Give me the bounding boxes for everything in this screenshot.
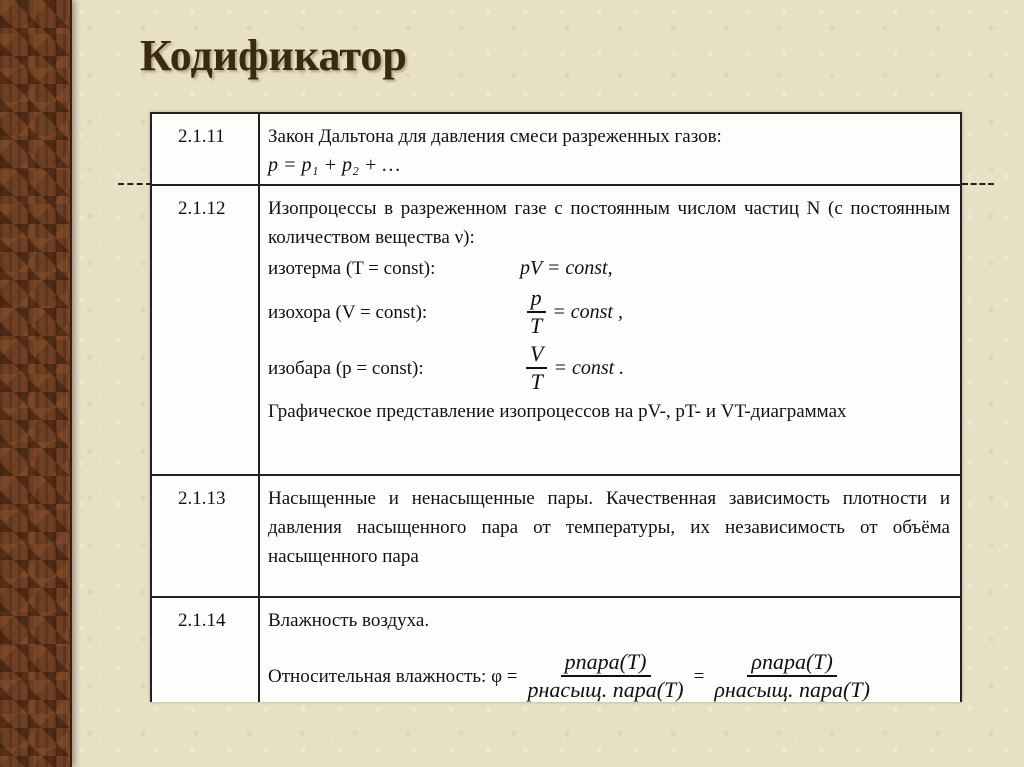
- isotherm-formula: pV = const,: [520, 257, 613, 279]
- graph-representation-text: Графическое представление изопроцессов на pV-, pT- и VT-диаграммах: [268, 401, 847, 422]
- pressure-ratio-fraction: [524, 649, 688, 702]
- humidity-label: Относительная влажность: φ =: [268, 665, 518, 687]
- row-code: 2.1.12: [151, 185, 259, 475]
- slide-title: Кодификатор: [140, 31, 407, 80]
- codifier-document: [150, 112, 962, 702]
- density-ratio-fraction: [710, 649, 874, 702]
- equals-sign: =: [693, 665, 705, 687]
- isochore-label: изохора (V = const):: [268, 301, 428, 323]
- row-content: [259, 185, 961, 475]
- row-content: [259, 597, 961, 702]
- dalton-law-text: Закон Дальтона для давления смеси разреженных газов:: [268, 126, 722, 147]
- codifier-table: [150, 112, 962, 702]
- fraction-numerator: ρпара(T): [747, 649, 836, 677]
- row-code: 2.1.13: [151, 475, 259, 597]
- isoprocess-intro: Изопроцессы в разреженном газе с постоянным числом частиц N (с постоянным количеством вещества ν):: [268, 198, 950, 248]
- isochore-fraction: [526, 285, 546, 339]
- isobar-line: [268, 341, 950, 395]
- isobar-fraction: [526, 341, 547, 395]
- fraction-denominator: T: [530, 369, 543, 394]
- isobar-rhs: = const .: [553, 356, 625, 379]
- relative-humidity-formula: [268, 649, 950, 702]
- isochore-rhs: = const ,: [552, 300, 623, 323]
- left-dash-line: [118, 183, 152, 185]
- table-row: [151, 475, 961, 597]
- fraction-numerator: p: [527, 285, 546, 313]
- table-row: [151, 113, 961, 185]
- isotherm-label: изотерма (T = const):: [268, 258, 436, 279]
- right-dash-line: [962, 183, 994, 185]
- saturated-vapor-text: Насыщенные и ненасыщенные пары. Качественная зависимость плотности и давления насыщенного пара от температуры, их независимость от объёма насыщенного пара: [259, 475, 961, 597]
- fraction-numerator: pпара(T): [561, 649, 651, 677]
- wood-border-decoration: [0, 0, 72, 767]
- fraction-denominator: T: [530, 313, 543, 338]
- humidity-title: Влажность воздуха.: [268, 610, 430, 631]
- isotherm-line: [268, 254, 950, 283]
- isobar-label: изобара (p = const):: [268, 357, 424, 379]
- table-row: [151, 597, 961, 702]
- isochore-line: [268, 285, 950, 339]
- fraction-denominator: ρнасыщ. пара(T): [714, 677, 870, 702]
- dalton-law-formula: p = p₁ + p₂ + …: [268, 154, 401, 176]
- row-content: [259, 113, 961, 185]
- fraction-numerator: V: [526, 341, 547, 369]
- table-row: [151, 185, 961, 475]
- row-code: 2.1.11: [151, 113, 259, 185]
- fraction-denominator: pнасыщ. пара(T): [527, 677, 684, 702]
- row-code: 2.1.14: [151, 597, 259, 702]
